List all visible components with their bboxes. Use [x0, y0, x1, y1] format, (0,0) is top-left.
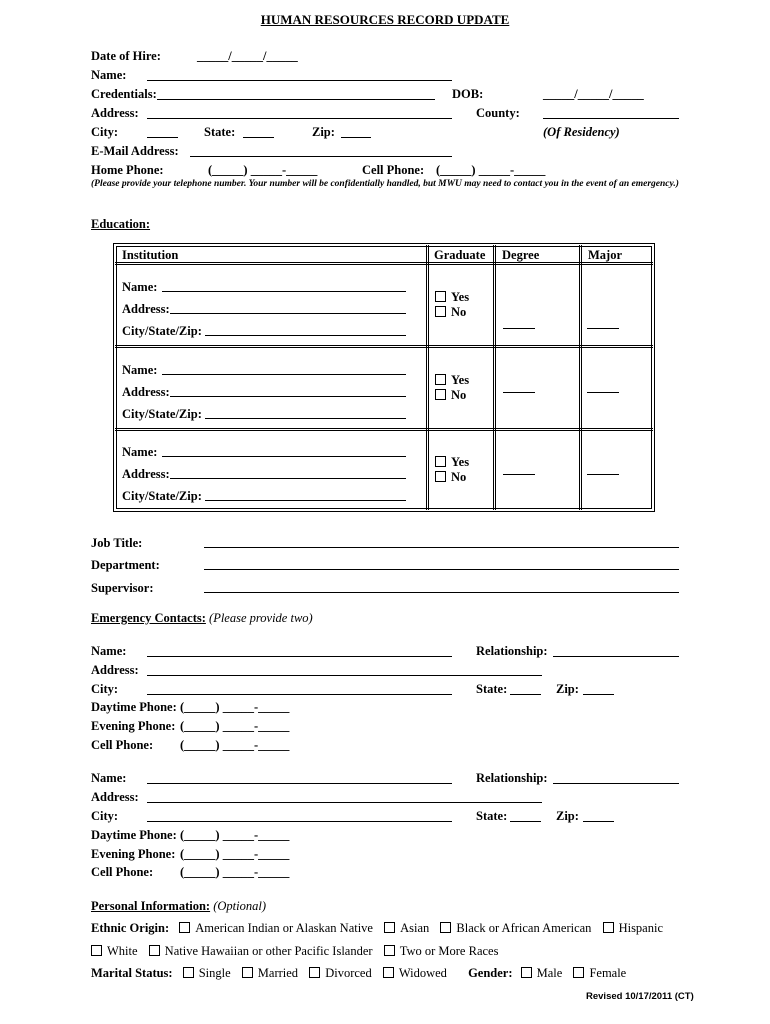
ethnic-checkbox[interactable]: [91, 945, 102, 956]
ec1-state-field[interactable]: [510, 694, 541, 695]
edu-row1-city-label: City/State/Zip:: [122, 324, 202, 338]
gender-label: Gender:: [468, 966, 513, 980]
phone-note: (Please provide your telephone number. Your number will be confidentially handled, but MWU may need to contact you in the event of an emergency.): [91, 179, 679, 189]
personal-info-heading-row: [91, 899, 266, 914]
ec1-cell-field[interactable]: (_____) _____-_____: [180, 738, 290, 752]
ec1-city-field[interactable]: [147, 694, 452, 695]
edu-row3-name-field[interactable]: [162, 456, 406, 457]
ec1-state-label: State:: [476, 682, 508, 696]
edu-row3-no-checkbox[interactable]: [435, 471, 446, 482]
zip-field[interactable]: [341, 137, 371, 138]
county-field[interactable]: [543, 118, 679, 119]
table-row-divider: [115, 345, 653, 346]
edu-row2-name-label: Name:: [122, 363, 158, 377]
edu-row1-address-label: Address:: [122, 302, 170, 316]
edu-row2-graduate: Yes No: [435, 373, 469, 403]
dob-field[interactable]: _____/_____/_____: [543, 87, 644, 101]
ec1-evening-field[interactable]: (_____) _____-_____: [180, 719, 290, 733]
ethnic-checkbox[interactable]: [149, 945, 160, 956]
ec2-city-label: City:: [91, 809, 119, 823]
credentials-field[interactable]: [157, 99, 435, 100]
table-col-divider: [579, 245, 580, 510]
edu-row1-yes-checkbox[interactable]: [435, 291, 446, 302]
department-field[interactable]: [204, 569, 679, 570]
marital-option[interactable]: Married: [242, 966, 298, 980]
zip-label: Zip:: [312, 125, 335, 139]
ethnic-origin-label: Ethnic Origin:: [91, 921, 170, 935]
edu-row3-yes-checkbox[interactable]: [435, 456, 446, 467]
marital-option[interactable]: Divorced: [309, 966, 372, 980]
email-field[interactable]: [190, 156, 452, 157]
city-label: City:: [91, 125, 119, 139]
ethnic-option[interactable]: White: [91, 944, 138, 958]
edu-row3-graduate: Yes No: [435, 455, 469, 485]
edu-row1-name-field[interactable]: [162, 291, 406, 292]
col-header-graduate: Graduate: [434, 248, 486, 262]
of-residency-note: (Of Residency): [543, 125, 620, 139]
ec1-relationship-label: Relationship:: [476, 644, 548, 658]
cell-phone-field[interactable]: (_____) _____-_____: [436, 163, 546, 177]
edu-row2-city-field[interactable]: [205, 418, 406, 419]
edu-row3-city-label: City/State/Zip:: [122, 489, 202, 503]
ec1-address-field[interactable]: [147, 675, 542, 676]
job-title-field[interactable]: [204, 547, 679, 548]
ec1-daytime-field[interactable]: (_____) _____-_____: [180, 700, 290, 714]
state-field[interactable]: [243, 137, 274, 138]
edu-row1-graduate: Yes No: [435, 290, 469, 320]
edu-row2-degree-field[interactable]: [503, 392, 535, 393]
supervisor-label: Supervisor:: [91, 581, 154, 595]
ec1-address-label: Address:: [91, 663, 139, 677]
edu-row2-name-field[interactable]: [162, 374, 406, 375]
department-label: Department:: [91, 558, 160, 572]
edu-row2-address-field[interactable]: [170, 396, 406, 397]
ethnic-checkbox[interactable]: [384, 922, 395, 933]
ethnic-option[interactable]: Two or More Races: [384, 944, 499, 958]
ethnic-checkbox[interactable]: [440, 922, 451, 933]
county-label: County:: [476, 106, 520, 120]
marital-checkbox[interactable]: [309, 967, 320, 978]
ec1-relationship-field[interactable]: [553, 656, 679, 657]
edu-row3-name-label: Name:: [122, 445, 158, 459]
ethnic-option[interactable]: Black or African American: [440, 921, 591, 935]
edu-row2-no-checkbox[interactable]: [435, 389, 446, 400]
ec1-zip-field[interactable]: [583, 694, 614, 695]
ec2-evening-field[interactable]: (_____) _____-_____: [180, 847, 290, 861]
ec2-name-field[interactable]: [147, 783, 452, 784]
table-header-divider: [115, 262, 653, 263]
ec2-address-label: Address:: [91, 790, 139, 804]
ec2-cell-label: Cell Phone:: [91, 865, 154, 879]
ec1-city-label: City:: [91, 682, 119, 696]
ethnic-checkbox[interactable]: [179, 922, 190, 933]
edu-row1-city-field[interactable]: [205, 335, 406, 336]
edu-row1-name-label: Name:: [122, 280, 158, 294]
credentials-label: Credentials:: [91, 87, 157, 101]
edu-row3-address-field[interactable]: [170, 478, 406, 479]
job-title-label: Job Title:: [91, 536, 143, 550]
revision-footer: Revised 10/17/2011 (CT): [586, 991, 694, 1002]
ec2-city-field[interactable]: [147, 821, 452, 822]
ethnic-origin-row-2: [91, 944, 498, 959]
cell-phone-label: Cell Phone:: [362, 163, 425, 177]
home-phone-label: Home Phone:: [91, 163, 164, 177]
edu-row3-address-label: Address:: [122, 467, 170, 481]
ethnic-origin-row-1: [91, 921, 663, 936]
edu-row1-address-field[interactable]: [170, 313, 406, 314]
marital-status-label: Marital Status:: [91, 966, 173, 980]
edu-row2-city-label: City/State/Zip:: [122, 407, 202, 421]
marital-checkbox[interactable]: [383, 967, 394, 978]
education-table: [113, 243, 655, 512]
marital-option[interactable]: Single: [183, 966, 231, 980]
home-phone-field[interactable]: (_____) _____-_____: [208, 163, 318, 177]
marital-checkbox[interactable]: [242, 967, 253, 978]
ec1-name-label: Name:: [91, 644, 127, 658]
col-header-major: Major: [588, 248, 623, 262]
gender-option[interactable]: Female: [573, 966, 626, 980]
table-col-divider: [495, 245, 496, 510]
address-label: Address:: [91, 106, 139, 120]
edu-row2-major-field[interactable]: [587, 392, 619, 393]
personal-info-heading: Personal Information:: [91, 899, 211, 913]
city-field[interactable]: [147, 137, 178, 138]
edu-row3-major-field[interactable]: [587, 474, 619, 475]
ec2-state-label: State:: [476, 809, 508, 823]
edu-row1-degree-field[interactable]: [503, 328, 535, 329]
table-row-divider: [115, 428, 653, 429]
ec2-address-field[interactable]: [147, 802, 542, 803]
ec2-cell-field[interactable]: (_____) _____-_____: [180, 865, 290, 879]
table-row-divider: [115, 430, 653, 431]
table-col-divider: [581, 245, 582, 510]
supervisor-field[interactable]: [204, 592, 679, 593]
col-header-degree: Degree: [502, 248, 540, 262]
ethnic-checkbox[interactable]: [603, 922, 614, 933]
emergency-note: (Please provide two): [209, 611, 313, 625]
ec2-daytime-label: Daytime Phone:: [91, 828, 177, 842]
ec2-daytime-field[interactable]: (_____) _____-_____: [180, 828, 290, 842]
edu-row1-no-checkbox[interactable]: [435, 306, 446, 317]
ec1-name-field[interactable]: [147, 656, 452, 657]
ec2-relationship-label: Relationship:: [476, 771, 548, 785]
ec1-daytime-label: Daytime Phone:: [91, 700, 177, 714]
table-row-divider: [115, 347, 653, 348]
marital-option[interactable]: Widowed: [383, 966, 447, 980]
ec2-evening-label: Evening Phone:: [91, 847, 176, 861]
dob-label: DOB:: [452, 87, 484, 101]
edu-row3-city-field[interactable]: [205, 500, 406, 501]
ethnic-option[interactable]: Native Hawaiian or other Pacific Islander: [149, 944, 373, 958]
ec2-zip-label: Zip:: [556, 809, 579, 823]
marital-checkbox[interactable]: [183, 967, 194, 978]
table-col-divider: [428, 245, 429, 510]
emergency-heading-row: [91, 611, 313, 626]
email-label: E-Mail Address:: [91, 144, 179, 158]
name-field[interactable]: [147, 80, 452, 81]
marital-gender-row: [91, 966, 626, 981]
ec2-state-field[interactable]: [510, 821, 541, 822]
edu-row2-yes-checkbox[interactable]: [435, 374, 446, 385]
edu-row2-address-label: Address:: [122, 385, 170, 399]
ethnic-option[interactable]: American Indian or Alaskan Native: [179, 921, 373, 935]
ec2-zip-field[interactable]: [583, 821, 614, 822]
state-label: State:: [204, 125, 236, 139]
col-header-institution: Institution: [122, 248, 179, 262]
ec2-relationship-field[interactable]: [553, 783, 679, 784]
ethnic-option[interactable]: Hispanic: [603, 921, 663, 935]
address-field[interactable]: [147, 118, 452, 119]
ec1-cell-label: Cell Phone:: [91, 738, 154, 752]
emergency-heading: Emergency Contacts:: [91, 611, 206, 625]
date-of-hire-label: Date of Hire:: [91, 49, 161, 63]
ec2-name-label: Name:: [91, 771, 127, 785]
ec1-zip-label: Zip:: [556, 682, 579, 696]
edu-row1-major-field[interactable]: [587, 328, 619, 329]
page-title: HUMAN RESOURCES RECORD UPDATE: [260, 12, 510, 27]
edu-row3-degree-field[interactable]: [503, 474, 535, 475]
ethnic-checkbox[interactable]: [384, 945, 395, 956]
personal-info-note: (Optional): [213, 899, 266, 913]
table-col-divider: [493, 245, 494, 510]
gender-checkbox[interactable]: [573, 967, 584, 978]
ethnic-option[interactable]: Asian: [384, 921, 429, 935]
table-col-divider: [426, 245, 427, 510]
ec1-evening-label: Evening Phone:: [91, 719, 176, 733]
gender-checkbox[interactable]: [521, 967, 532, 978]
name-label: Name:: [91, 68, 127, 82]
table-header-divider: [115, 264, 653, 265]
education-heading: Education:: [91, 217, 151, 231]
gender-option[interactable]: Male: [521, 966, 563, 980]
date-of-hire-field[interactable]: _____/_____/_____: [197, 49, 298, 63]
